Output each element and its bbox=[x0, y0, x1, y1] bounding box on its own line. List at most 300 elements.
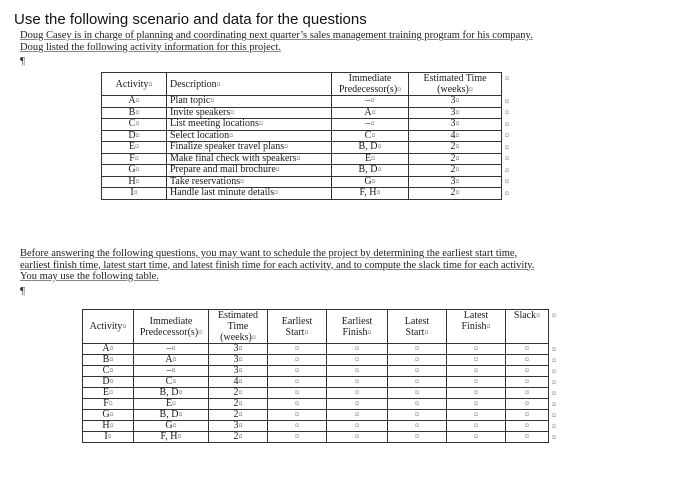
cell-end-mark: ¤ bbox=[210, 96, 215, 105]
estimated-time-cell-text: 3 bbox=[450, 118, 456, 129]
estimated-time-cell-text: 3 bbox=[233, 420, 239, 431]
row-end-mark: ¤ bbox=[505, 154, 509, 163]
activity-cell bbox=[102, 165, 167, 177]
row-end-mark: ¤ bbox=[552, 377, 556, 387]
cell-end-mark: ¤ bbox=[295, 410, 299, 419]
cell-end-mark: ¤ bbox=[415, 355, 419, 364]
cell-end-mark: ¤ bbox=[109, 410, 114, 419]
cell-end-mark: ¤ bbox=[525, 399, 529, 408]
earliest-start-cell bbox=[268, 388, 327, 399]
table-row bbox=[102, 188, 502, 200]
cell-end-mark: ¤ bbox=[135, 119, 140, 128]
cell-end-mark: ¤ bbox=[238, 388, 243, 397]
latest-finish-cell bbox=[447, 399, 506, 410]
slack-cell bbox=[506, 344, 549, 355]
latest-start-cell bbox=[388, 355, 447, 366]
earliest-finish-cell bbox=[327, 377, 388, 388]
estimated-time-cell bbox=[209, 366, 268, 377]
estimated-time-cell bbox=[209, 355, 268, 366]
estimated-time-cell bbox=[409, 165, 502, 177]
description-cell bbox=[167, 107, 332, 119]
predecessor-cell-text: F, H bbox=[359, 187, 377, 198]
earliest-start-cell bbox=[268, 410, 327, 421]
cell-end-mark: ¤ bbox=[109, 366, 114, 375]
table-row bbox=[83, 421, 549, 432]
cell-end-mark: ¤ bbox=[355, 344, 359, 353]
activity-cell-text: A bbox=[102, 343, 110, 354]
latest-finish-cell bbox=[447, 432, 506, 443]
cell-end-mark: ¤ bbox=[135, 107, 140, 117]
earliest-finish-cell bbox=[327, 399, 388, 410]
predecessor-cell-text: C bbox=[165, 376, 173, 387]
earliest-start-cell bbox=[268, 344, 327, 355]
activity-cell-text: B bbox=[102, 354, 110, 365]
estimated-time-cell-text: 2 bbox=[233, 431, 239, 442]
cell-end-mark: ¤ bbox=[355, 399, 359, 408]
slack-cell bbox=[506, 399, 549, 410]
latest-start-cell bbox=[388, 399, 447, 410]
estimated-time-cell-text: 3 bbox=[450, 106, 456, 118]
cell-end-mark: ¤ bbox=[135, 130, 140, 140]
table-row bbox=[83, 366, 549, 377]
row-end-mark: ¤ bbox=[552, 344, 556, 354]
table-row bbox=[102, 142, 502, 154]
row-end-mark: ¤ bbox=[552, 388, 556, 398]
estimated-time-cell bbox=[409, 176, 502, 188]
cell-end-mark: ¤ bbox=[178, 388, 183, 397]
latest-start-cell bbox=[388, 432, 447, 443]
activity-cell bbox=[102, 130, 167, 142]
cell-end-mark: ¤ bbox=[474, 388, 478, 397]
estimated-time-cell bbox=[409, 153, 502, 165]
cell-end-mark: ¤ bbox=[415, 366, 419, 375]
estimated-time-cell bbox=[209, 399, 268, 410]
cell-end-mark: ¤ bbox=[135, 165, 140, 174]
cell-end-mark: ¤ bbox=[295, 432, 299, 441]
header-predecessor: Immediate Predecessor(s)¤ bbox=[332, 73, 409, 96]
cell-end-mark: ¤ bbox=[455, 188, 460, 197]
cell-end-mark: ¤ bbox=[295, 366, 299, 375]
cell-end-mark: ¤ bbox=[109, 377, 114, 386]
schedule-table bbox=[82, 309, 549, 443]
description-cell-text: Select location bbox=[170, 129, 230, 141]
predecessor-cell-text: C bbox=[364, 129, 372, 141]
instructions-paragraph bbox=[20, 248, 534, 283]
activity-cell bbox=[102, 107, 167, 119]
cell-end-mark: ¤ bbox=[295, 399, 299, 408]
latest-finish-cell bbox=[447, 421, 506, 432]
cell-end-mark: ¤ bbox=[415, 377, 419, 386]
header-estimated-time: Estimated Time (weeks)¤ bbox=[209, 310, 268, 344]
activity-cell bbox=[83, 388, 134, 399]
row-end-mark: ¤ bbox=[505, 177, 509, 186]
slack-cell bbox=[506, 377, 549, 388]
header-earliest-finish: Earliest Finish¤ bbox=[327, 310, 388, 344]
cell-end-mark: ¤ bbox=[295, 355, 299, 364]
cell-end-mark: ¤ bbox=[238, 377, 243, 386]
cell-end-mark: ¤ bbox=[525, 388, 529, 397]
instructions-line-2: earliest finish time, latest start time, and latest finish time for each activity, and to compute the slack time for each activity. bbox=[20, 259, 535, 271]
activity-cell-text: D bbox=[128, 129, 136, 141]
estimated-time-cell bbox=[209, 421, 268, 432]
activity-cell-text: F bbox=[129, 152, 135, 164]
predecessor-cell-text: E bbox=[165, 398, 173, 409]
description-cell-text: Prepare and mail brochure bbox=[170, 164, 276, 175]
estimated-time-cell bbox=[209, 432, 268, 443]
description-cell-text: Plan topic bbox=[170, 95, 211, 106]
header-latest-start: Latest Start¤ bbox=[388, 310, 447, 344]
estimated-time-cell-text: 3 bbox=[233, 354, 239, 365]
latest-finish-cell bbox=[447, 344, 506, 355]
earliest-start-cell bbox=[268, 399, 327, 410]
earliest-start-cell bbox=[268, 355, 327, 366]
estimated-time-cell-text: 2 bbox=[233, 387, 239, 398]
predecessor-cell bbox=[134, 421, 209, 432]
cell-end-mark: ¤ bbox=[172, 355, 177, 364]
page-heading: Use the following scenario and data for the questions bbox=[14, 11, 367, 28]
earliest-finish-cell bbox=[327, 355, 388, 366]
description-cell bbox=[167, 142, 332, 154]
cell-end-mark: ¤ bbox=[455, 165, 460, 174]
estimated-time-cell bbox=[409, 96, 502, 108]
row-end-mark: ¤ bbox=[552, 421, 556, 431]
cell-end-mark: ¤ bbox=[171, 366, 176, 375]
activity-table bbox=[101, 72, 502, 200]
earliest-start-cell bbox=[268, 432, 327, 443]
estimated-time-cell-text: 3 bbox=[450, 95, 456, 106]
description-cell-text: Take reservations bbox=[170, 175, 241, 187]
predecessor-cell bbox=[332, 130, 409, 142]
cell-end-mark: ¤ bbox=[355, 366, 359, 375]
cell-end-mark: ¤ bbox=[474, 355, 478, 364]
row-end-mark: ¤ bbox=[505, 108, 509, 117]
table-row bbox=[102, 119, 502, 131]
description-cell bbox=[167, 153, 332, 165]
cell-end-mark: ¤ bbox=[107, 432, 112, 441]
header-description: Description¤ bbox=[167, 73, 332, 96]
cell-end-mark: ¤ bbox=[525, 366, 529, 375]
cell-end-mark: ¤ bbox=[371, 130, 376, 140]
cell-end-mark: ¤ bbox=[295, 388, 299, 397]
cell-end-mark: ¤ bbox=[238, 366, 243, 375]
intro-line-1: Doug Casey is in charge of planning and coordinating next quarter’s sales management training program for his company. bbox=[20, 30, 533, 41]
activity-cell-text: H bbox=[128, 175, 136, 187]
activity-cell-text: F bbox=[103, 398, 109, 409]
estimated-time-cell bbox=[409, 130, 502, 142]
activity-cell bbox=[83, 344, 134, 355]
cell-end-mark: ¤ bbox=[177, 432, 182, 441]
cell-end-mark: ¤ bbox=[172, 399, 177, 408]
cell-end-mark: ¤ bbox=[525, 355, 529, 364]
estimated-time-cell-text: 3 bbox=[233, 343, 239, 354]
table-row bbox=[102, 176, 502, 188]
estimated-time-cell bbox=[209, 377, 268, 388]
cell-end-mark: ¤ bbox=[238, 421, 243, 430]
cell-end-mark: ¤ bbox=[370, 119, 375, 128]
header-earliest-start: Earliest Start¤ bbox=[268, 310, 327, 344]
table-row bbox=[83, 399, 549, 410]
estimated-time-cell bbox=[209, 388, 268, 399]
estimated-time-cell-text: 4 bbox=[233, 376, 239, 387]
cell-end-mark: ¤ bbox=[238, 432, 243, 441]
estimated-time-cell-text: 2 bbox=[450, 141, 456, 152]
activity-cell bbox=[83, 421, 134, 432]
cell-end-mark: ¤ bbox=[371, 153, 376, 163]
predecessor-cell-text: G bbox=[364, 175, 372, 187]
predecessor-cell-text: F, H bbox=[160, 431, 178, 442]
cell-end-mark: ¤ bbox=[296, 153, 301, 163]
predecessor-cell bbox=[332, 188, 409, 200]
estimated-time-cell-text: 2 bbox=[233, 409, 239, 420]
estimated-time-cell-text: 3 bbox=[233, 365, 239, 376]
cell-end-mark: ¤ bbox=[376, 188, 381, 197]
description-cell-text: Handle last minute details bbox=[170, 187, 275, 198]
table-row bbox=[102, 96, 502, 108]
cell-end-mark: ¤ bbox=[355, 410, 359, 419]
predecessor-cell-text: B, D bbox=[159, 409, 179, 420]
earliest-finish-cell bbox=[327, 388, 388, 399]
header-activity: Activity¤ bbox=[102, 73, 167, 96]
row-end-mark: ¤ bbox=[552, 366, 556, 376]
predecessor-cell-text: A bbox=[165, 354, 173, 365]
description-cell bbox=[167, 96, 332, 108]
cell-end-mark: ¤ bbox=[474, 421, 478, 430]
slack-cell bbox=[506, 432, 549, 443]
cell-end-mark: ¤ bbox=[109, 421, 114, 430]
cell-end-mark: ¤ bbox=[274, 188, 279, 197]
cell-end-mark: ¤ bbox=[172, 421, 177, 430]
cell-end-mark: ¤ bbox=[455, 119, 460, 128]
cell-end-mark: ¤ bbox=[230, 107, 235, 117]
predecessor-cell bbox=[332, 96, 409, 108]
cell-end-mark: ¤ bbox=[109, 355, 114, 364]
slack-cell bbox=[506, 366, 549, 377]
earliest-finish-cell bbox=[327, 432, 388, 443]
earliest-finish-cell bbox=[327, 421, 388, 432]
cell-end-mark: ¤ bbox=[415, 432, 419, 441]
estimated-time-cell-text: 4 bbox=[450, 129, 456, 141]
row-end-mark: ¤ bbox=[505, 188, 509, 198]
cell-end-mark: ¤ bbox=[133, 188, 138, 197]
activity-cell bbox=[83, 410, 134, 421]
row-end-mark: ¤ bbox=[552, 410, 556, 420]
cell-end-mark: ¤ bbox=[238, 410, 243, 419]
cell-end-mark: ¤ bbox=[229, 130, 234, 140]
pilcrow-mark: ¶ bbox=[20, 55, 25, 67]
cell-end-mark: ¤ bbox=[295, 377, 299, 386]
row-end-mark: ¤ bbox=[552, 355, 556, 365]
table-row bbox=[83, 410, 549, 421]
cell-end-mark: ¤ bbox=[474, 399, 478, 408]
description-cell bbox=[167, 165, 332, 177]
predecessor-cell bbox=[332, 107, 409, 119]
description-cell bbox=[167, 188, 332, 200]
predecessor-cell bbox=[332, 176, 409, 188]
estimated-time-cell bbox=[209, 410, 268, 421]
cell-end-mark: ¤ bbox=[355, 388, 359, 397]
activity-cell-text: A bbox=[128, 95, 136, 106]
cell-end-mark: ¤ bbox=[109, 388, 114, 397]
cell-end-mark: ¤ bbox=[455, 130, 460, 140]
latest-start-cell bbox=[388, 388, 447, 399]
latest-start-cell bbox=[388, 366, 447, 377]
row-end-mark: ¤ bbox=[505, 165, 509, 175]
activity-cell bbox=[102, 176, 167, 188]
cell-end-mark: ¤ bbox=[415, 388, 419, 397]
row-end-mark: ¤ bbox=[505, 131, 509, 140]
cell-end-mark: ¤ bbox=[108, 399, 113, 408]
header-predecessor: Immediate Predecessor(s)¤ bbox=[134, 310, 209, 344]
cell-end-mark: ¤ bbox=[238, 399, 243, 408]
estimated-time-cell bbox=[409, 142, 502, 154]
cell-end-mark: ¤ bbox=[109, 344, 114, 353]
latest-finish-cell bbox=[447, 355, 506, 366]
slack-cell bbox=[506, 388, 549, 399]
row-end-mark: ¤ bbox=[505, 142, 509, 152]
predecessor-cell-text: B, D bbox=[159, 387, 179, 398]
predecessor-cell bbox=[134, 377, 209, 388]
predecessor-cell bbox=[134, 432, 209, 443]
cell-end-mark: ¤ bbox=[455, 153, 460, 163]
cell-end-mark: ¤ bbox=[284, 142, 289, 151]
row-end-mark: ¤ bbox=[552, 310, 556, 320]
estimated-time-cell bbox=[209, 344, 268, 355]
estimated-time-cell-text: 2 bbox=[450, 152, 456, 164]
predecessor-cell-text: – bbox=[166, 343, 172, 354]
latest-finish-cell bbox=[447, 366, 506, 377]
cell-end-mark: ¤ bbox=[377, 165, 382, 174]
row-end-mark: ¤ bbox=[505, 119, 509, 129]
activity-cell bbox=[102, 96, 167, 108]
schedule-table-header bbox=[83, 310, 549, 344]
activity-cell-text: E bbox=[102, 387, 110, 398]
activity-cell-text: D bbox=[102, 376, 110, 387]
slack-cell bbox=[506, 355, 549, 366]
activity-cell bbox=[83, 432, 134, 443]
latest-finish-cell bbox=[447, 410, 506, 421]
cell-end-mark: ¤ bbox=[455, 107, 460, 117]
estimated-time-cell bbox=[409, 188, 502, 200]
activity-cell bbox=[83, 355, 134, 366]
instructions-line-1: Before answering the following questions, you may want to schedule the project by determining the earliest start time, bbox=[20, 248, 518, 259]
cell-end-mark: ¤ bbox=[525, 377, 529, 386]
latest-finish-cell bbox=[447, 388, 506, 399]
table-row bbox=[83, 388, 549, 399]
description-cell-text: Invite speakers bbox=[170, 106, 231, 118]
activity-cell bbox=[83, 377, 134, 388]
earliest-start-cell bbox=[268, 366, 327, 377]
estimated-time-cell-text: 2 bbox=[233, 398, 239, 409]
cell-end-mark: ¤ bbox=[474, 410, 478, 419]
cell-end-mark: ¤ bbox=[371, 176, 376, 186]
cell-end-mark: ¤ bbox=[415, 421, 419, 430]
cell-end-mark: ¤ bbox=[525, 432, 529, 441]
activity-cell-text: I bbox=[104, 431, 108, 442]
header-activity: Activity¤ bbox=[83, 310, 134, 344]
latest-start-cell bbox=[388, 344, 447, 355]
predecessor-cell bbox=[134, 388, 209, 399]
cell-end-mark: ¤ bbox=[474, 432, 478, 441]
cell-end-mark: ¤ bbox=[371, 107, 376, 117]
cell-end-mark: ¤ bbox=[377, 142, 382, 151]
predecessor-cell bbox=[134, 366, 209, 377]
header-estimated-time: Estimated Time (weeks)¤ bbox=[409, 73, 502, 96]
predecessor-cell-text: – bbox=[166, 365, 172, 376]
pilcrow-mark-2: ¶ bbox=[20, 285, 25, 297]
activity-cell-text: C bbox=[128, 118, 136, 129]
latest-start-cell bbox=[388, 377, 447, 388]
earliest-finish-cell bbox=[327, 410, 388, 421]
header-latest-finish: Latest Finish¤ bbox=[447, 310, 506, 344]
estimated-time-cell bbox=[409, 119, 502, 131]
cell-end-mark: ¤ bbox=[295, 421, 299, 430]
activity-cell-text: G bbox=[128, 164, 136, 175]
cell-end-mark: ¤ bbox=[474, 344, 478, 353]
description-cell bbox=[167, 119, 332, 131]
slack-cell bbox=[506, 421, 549, 432]
predecessor-cell-text: G bbox=[165, 420, 173, 431]
cell-end-mark: ¤ bbox=[178, 410, 183, 419]
latest-start-cell bbox=[388, 421, 447, 432]
cell-end-mark: ¤ bbox=[295, 344, 299, 353]
predecessor-cell-text: B, D bbox=[358, 141, 378, 152]
description-cell-text: Make final check with speakers bbox=[170, 152, 297, 164]
cell-end-mark: ¤ bbox=[455, 96, 460, 105]
table-row bbox=[83, 355, 549, 366]
predecessor-cell bbox=[134, 355, 209, 366]
table-row bbox=[83, 377, 549, 388]
latest-finish-cell bbox=[447, 377, 506, 388]
cell-end-mark: ¤ bbox=[135, 142, 140, 151]
cell-end-mark: ¤ bbox=[355, 355, 359, 364]
cell-end-mark: ¤ bbox=[238, 355, 243, 364]
earliest-finish-cell bbox=[327, 366, 388, 377]
table-row bbox=[102, 165, 502, 177]
predecessor-cell bbox=[332, 165, 409, 177]
cell-end-mark: ¤ bbox=[240, 176, 245, 186]
earliest-start-cell bbox=[268, 421, 327, 432]
activity-cell bbox=[83, 399, 134, 410]
estimated-time-cell-text: 3 bbox=[450, 175, 456, 187]
cell-end-mark: ¤ bbox=[172, 377, 177, 386]
description-cell-text: List meeting locations bbox=[170, 118, 259, 129]
estimated-time-cell bbox=[409, 107, 502, 119]
cell-end-mark: ¤ bbox=[135, 96, 140, 105]
row-end-mark: ¤ bbox=[505, 96, 509, 106]
description-cell bbox=[167, 176, 332, 188]
cell-end-mark: ¤ bbox=[135, 176, 140, 186]
cell-end-mark: ¤ bbox=[171, 344, 176, 353]
description-cell-text: Finalize speaker travel plans bbox=[170, 141, 285, 152]
cell-end-mark: ¤ bbox=[474, 366, 478, 375]
earliest-start-cell bbox=[268, 377, 327, 388]
estimated-time-cell-text: 2 bbox=[450, 187, 456, 198]
cell-end-mark: ¤ bbox=[415, 399, 419, 408]
cell-end-mark: ¤ bbox=[415, 344, 419, 353]
activity-cell-text: G bbox=[102, 409, 110, 420]
cell-end-mark: ¤ bbox=[370, 96, 375, 105]
table-row bbox=[83, 432, 549, 443]
predecessor-cell bbox=[134, 410, 209, 421]
predecessor-cell bbox=[332, 119, 409, 131]
activity-cell-text: C bbox=[102, 365, 110, 376]
cell-end-mark: ¤ bbox=[355, 421, 359, 430]
activity-table-header bbox=[102, 73, 502, 96]
row-end-mark: ¤ bbox=[552, 399, 556, 409]
intro-paragraph bbox=[20, 30, 533, 53]
activity-cell bbox=[102, 188, 167, 200]
cell-end-mark: ¤ bbox=[455, 176, 460, 186]
